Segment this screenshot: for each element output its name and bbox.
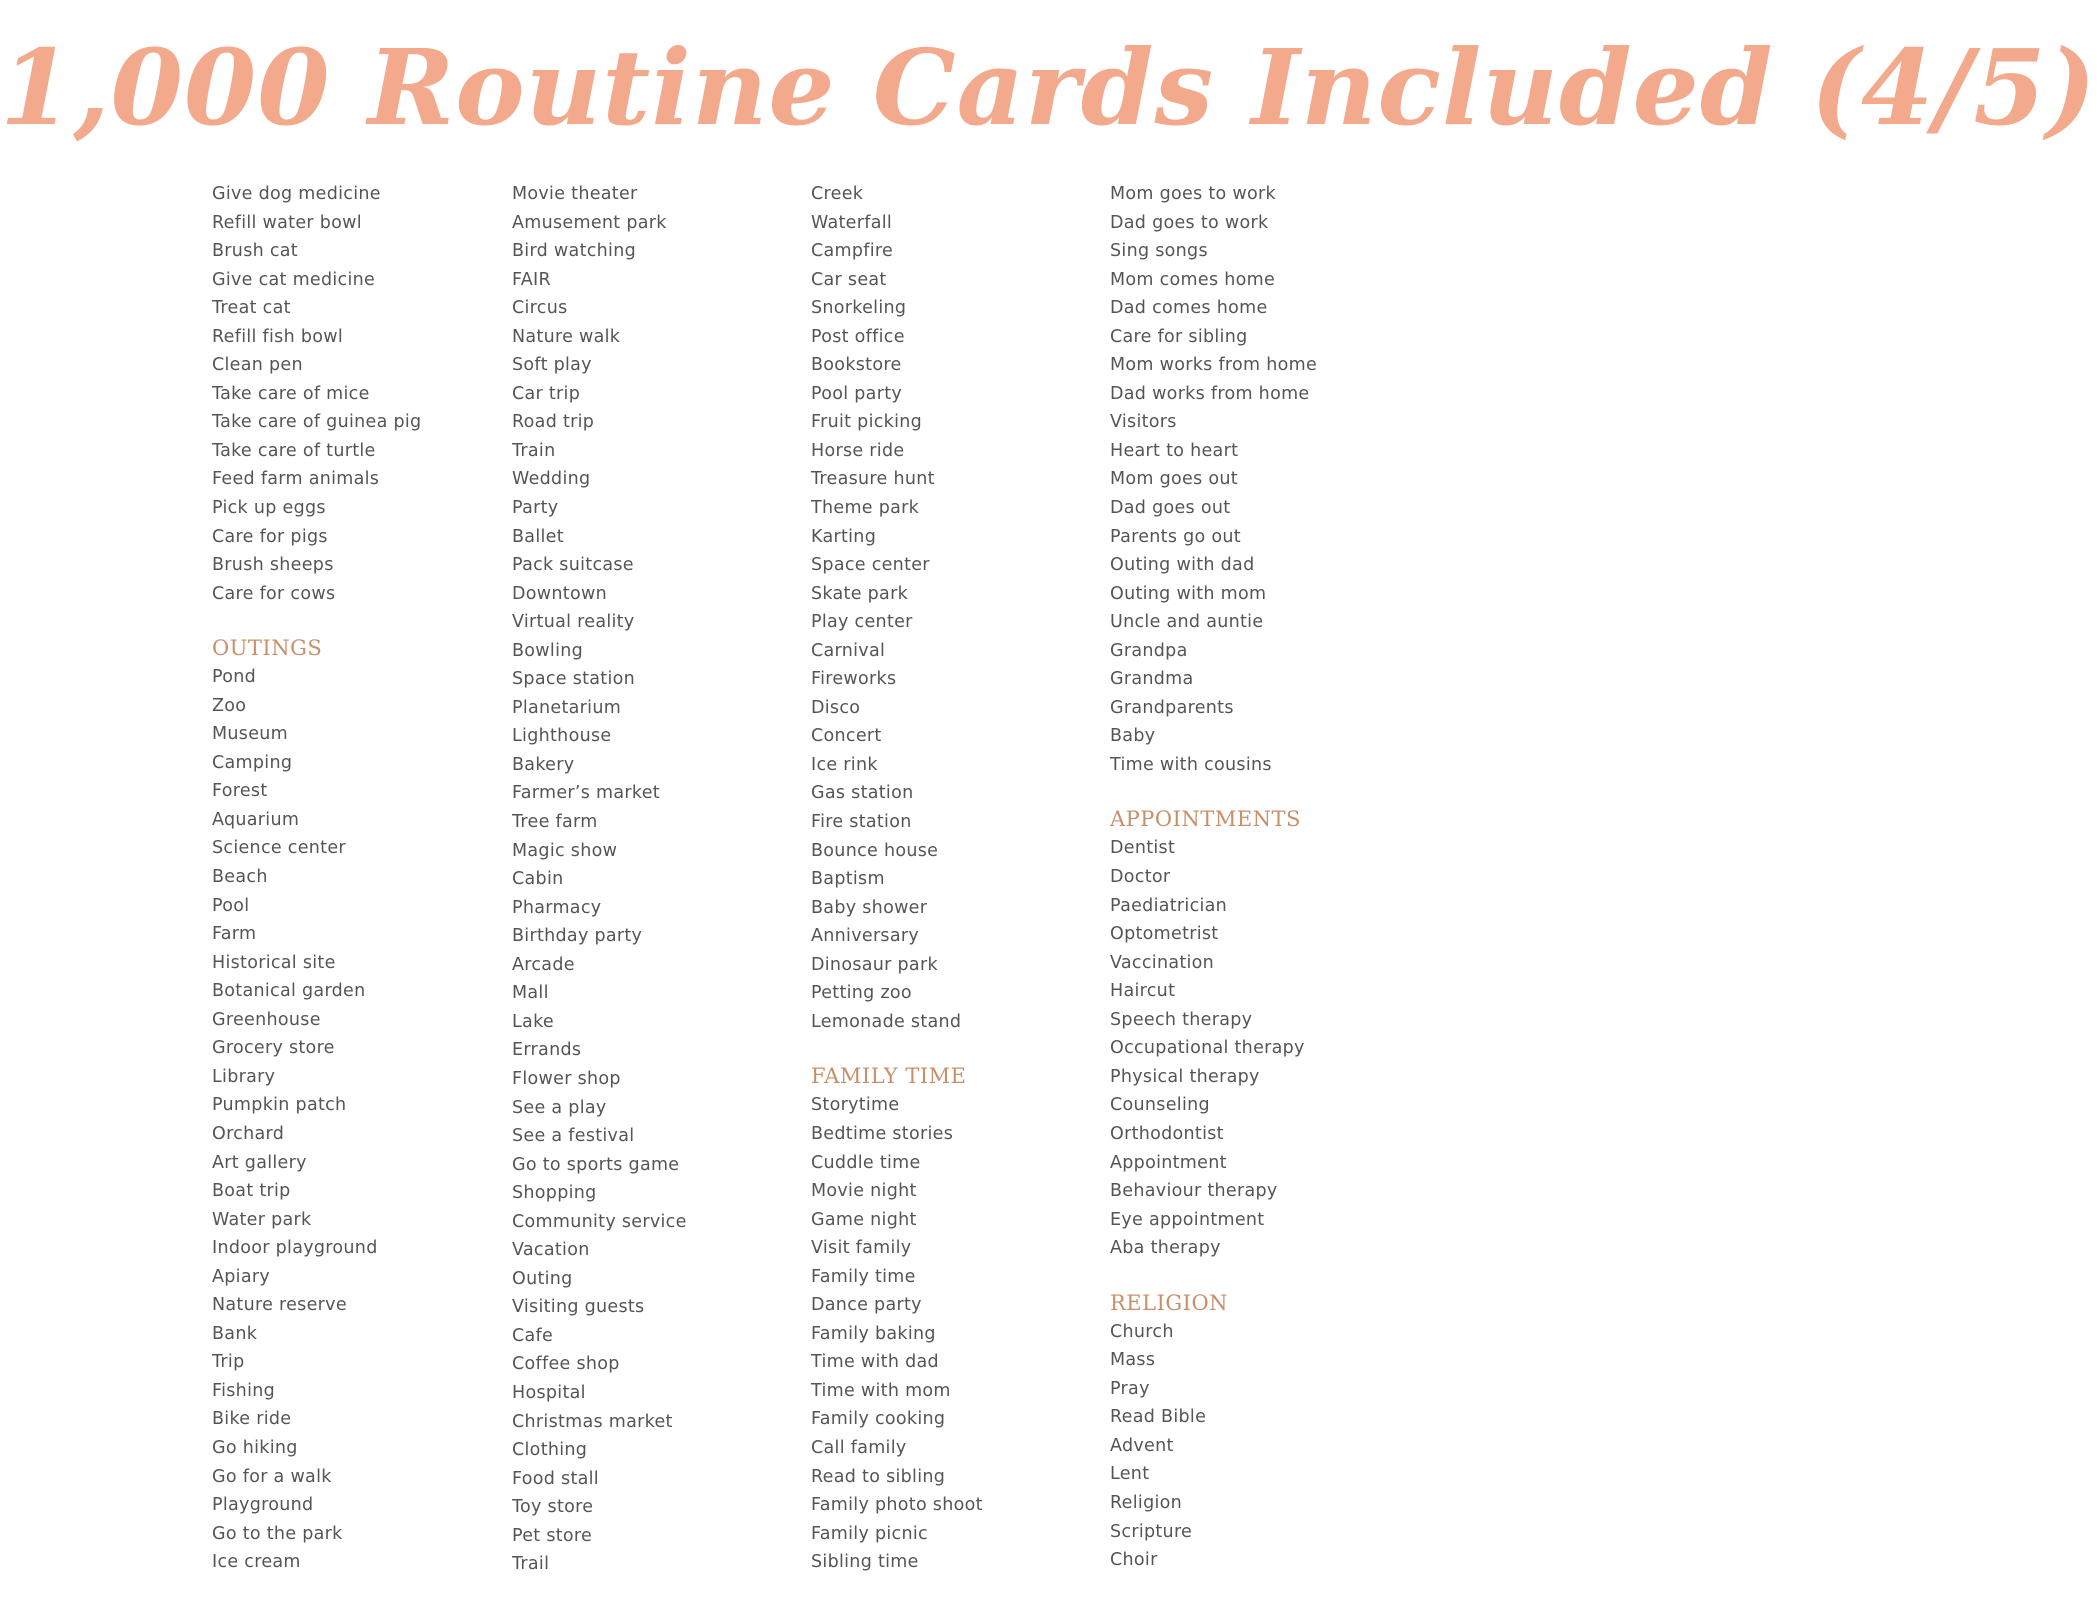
list-item: Nature walk xyxy=(512,326,621,347)
list-item: Gas station xyxy=(811,783,914,804)
list-item: Lent xyxy=(1110,1464,1150,1485)
list-item: Food stall xyxy=(512,1468,599,1489)
list-item: Vaccination xyxy=(1110,952,1215,973)
list-item: Optometrist xyxy=(1110,924,1219,945)
list-item: Grandpa xyxy=(1110,640,1188,661)
list-item: Speech therapy xyxy=(1110,1009,1253,1030)
list-item: Uncle and auntie xyxy=(1110,612,1264,633)
list-item: Road trip xyxy=(512,412,595,433)
list-item: Farmer’s market xyxy=(512,783,660,804)
list-item: Post office xyxy=(811,326,905,347)
section-heading: OUTINGS xyxy=(212,636,323,661)
list-item: Snorkeling xyxy=(811,298,907,319)
list-item: Fire station xyxy=(811,812,912,833)
list-item: Dad goes to work xyxy=(1110,212,1269,233)
list-item: Go for a walk xyxy=(212,1466,332,1487)
card-group xyxy=(1110,180,1400,779)
list-item: Library xyxy=(212,1066,276,1087)
list-item: Occupational therapy xyxy=(1110,1038,1305,1059)
card-list xyxy=(212,663,502,1577)
list-item: Beach xyxy=(212,867,268,888)
card-group xyxy=(811,180,1101,1036)
list-item: Baby xyxy=(1110,726,1156,747)
list-item: Errands xyxy=(512,1040,582,1061)
list-item: Pool party xyxy=(811,383,903,404)
list-item: Trail xyxy=(512,1554,550,1575)
list-item: Fireworks xyxy=(811,669,897,690)
list-item: Mass xyxy=(1110,1350,1156,1371)
list-item: Pool xyxy=(212,895,250,916)
list-item: Pharmacy xyxy=(512,897,602,918)
list-item: Lighthouse xyxy=(512,726,612,747)
list-item: Care for sibling xyxy=(1110,326,1248,347)
list-item: Counseling xyxy=(1110,1095,1210,1116)
list-item: Waterfall xyxy=(811,212,893,233)
list-item: Flower shop xyxy=(512,1068,621,1089)
list-item: Visiting guests xyxy=(512,1297,645,1318)
list-item: Brush cat xyxy=(212,241,298,262)
list-item: Soft play xyxy=(512,355,592,376)
list-item: Clothing xyxy=(512,1440,588,1461)
list-item: Call family xyxy=(811,1437,907,1458)
list-item: Skate park xyxy=(811,583,909,604)
list-item: Movie theater xyxy=(512,184,638,204)
list-item: Outing with mom xyxy=(1110,583,1267,604)
list-item: Hospital xyxy=(512,1382,586,1403)
list-item: Car trip xyxy=(512,383,581,404)
list-item: Family baking xyxy=(811,1323,936,1344)
list-item: Party xyxy=(512,498,559,519)
list-item: Clean pen xyxy=(212,355,303,376)
list-item: Aba therapy xyxy=(1110,1238,1221,1259)
list-item: Orchard xyxy=(212,1123,285,1144)
list-item: Horse ride xyxy=(811,440,905,461)
list-item: Boat trip xyxy=(212,1181,291,1202)
list-item: Behaviour therapy xyxy=(1110,1181,1278,1202)
list-item: Family photo shoot xyxy=(811,1495,983,1516)
card-list xyxy=(811,1091,1101,1576)
list-item: Indoor playground xyxy=(212,1238,378,1259)
card-group xyxy=(1110,805,1400,1262)
list-item: Parents go out xyxy=(1110,526,1241,547)
list-item: Aquarium xyxy=(212,809,300,830)
list-item: Care for pigs xyxy=(212,526,328,547)
list-item: Christmas market xyxy=(512,1411,673,1432)
list-item: Give dog medicine xyxy=(212,184,381,204)
list-item: Take care of mice xyxy=(212,383,370,404)
list-item: Creek xyxy=(811,184,864,204)
list-item: Game night xyxy=(811,1209,917,1230)
card-group xyxy=(512,180,802,1579)
list-item: Pick up eggs xyxy=(212,498,326,519)
list-item: Forest xyxy=(212,781,268,802)
list-item: Mom comes home xyxy=(1110,269,1276,290)
list-item: Bakery xyxy=(512,754,575,775)
list-item: Water park xyxy=(212,1209,312,1230)
list-item: FAIR xyxy=(512,269,551,290)
list-item: Virtual reality xyxy=(512,612,635,633)
list-item: Brush sheeps xyxy=(212,555,334,576)
list-item: Time with mom xyxy=(811,1380,951,1401)
list-item: Bird watching xyxy=(512,241,636,262)
list-item: Heart to heart xyxy=(1110,440,1239,461)
list-item: Disco xyxy=(811,697,861,718)
list-item: Family cooking xyxy=(811,1409,946,1430)
list-item: Scripture xyxy=(1110,1521,1193,1542)
list-item: Paediatrician xyxy=(1110,895,1228,916)
list-item: Doctor xyxy=(1110,867,1171,888)
list-item: Baby shower xyxy=(811,897,928,918)
list-item: Pumpkin patch xyxy=(212,1095,347,1116)
list-item: Storytime xyxy=(811,1095,900,1116)
list-item: Family time xyxy=(811,1266,916,1287)
list-item: Outing xyxy=(512,1268,573,1289)
list-item: Treat cat xyxy=(212,298,291,319)
list-item: Trip xyxy=(212,1352,245,1373)
list-item: Bounce house xyxy=(811,840,939,861)
card-group xyxy=(811,1062,1101,1576)
list-item: Cabin xyxy=(512,869,564,890)
list-item: Apiary xyxy=(212,1266,271,1287)
list-item: Dad works from home xyxy=(1110,383,1310,404)
card-list xyxy=(1110,834,1400,1262)
list-item: Mom works from home xyxy=(1110,355,1318,376)
list-item: Wedding xyxy=(512,469,591,490)
list-item: Orthodontist xyxy=(1110,1123,1224,1144)
list-item: Take care of guinea pig xyxy=(212,412,422,433)
list-item: Concert xyxy=(811,726,882,747)
list-item: Playground xyxy=(212,1495,314,1516)
list-item: Farm xyxy=(212,924,257,945)
card-group xyxy=(212,634,502,1577)
list-item: Vacation xyxy=(512,1240,590,1261)
list-item: Haircut xyxy=(1110,981,1176,1002)
list-item: Time with cousins xyxy=(1110,754,1272,775)
list-item: Visitors xyxy=(1110,412,1177,433)
page-title: 1,000 Routine Cards Included (4/5) xyxy=(0,26,2097,149)
list-item: Circus xyxy=(512,298,568,319)
card-list xyxy=(512,180,802,1579)
list-item: Family picnic xyxy=(811,1523,928,1544)
list-item: Feed farm animals xyxy=(212,469,380,490)
list-item: Outing with dad xyxy=(1110,555,1255,576)
list-item: Pond xyxy=(212,667,257,688)
list-item: Play center xyxy=(811,612,913,633)
list-item: Read to sibling xyxy=(811,1466,946,1487)
list-item: Fruit picking xyxy=(811,412,923,433)
list-item: Art gallery xyxy=(212,1152,307,1173)
list-item: Botanical garden xyxy=(212,981,366,1002)
list-item: Shopping xyxy=(512,1183,597,1204)
list-item: Amusement park xyxy=(512,212,667,233)
section-heading: APPOINTMENTS xyxy=(1110,807,1301,832)
list-item: Karting xyxy=(811,526,877,547)
list-item: Coffee shop xyxy=(512,1354,620,1375)
list-item: Community service xyxy=(512,1211,687,1232)
list-item: Go to the park xyxy=(212,1523,343,1544)
card-group xyxy=(1110,1289,1400,1575)
list-item: Dance party xyxy=(811,1295,922,1316)
list-item: Bike ride xyxy=(212,1409,292,1430)
list-item: Lemonade stand xyxy=(811,1011,962,1032)
list-item: Refill water bowl xyxy=(212,212,362,233)
column-3 xyxy=(811,180,1101,1577)
list-item: Magic show xyxy=(512,840,618,861)
list-item: See a festival xyxy=(512,1126,635,1147)
list-item: Grandparents xyxy=(1110,697,1234,718)
list-item: Campfire xyxy=(811,241,894,262)
list-item: Mom goes out xyxy=(1110,469,1238,490)
list-item: Dad comes home xyxy=(1110,298,1268,319)
list-item: Pack suitcase xyxy=(512,555,634,576)
card-list xyxy=(1110,180,1400,779)
list-item: Fishing xyxy=(212,1380,276,1401)
section-heading: FAMILY TIME xyxy=(811,1064,967,1089)
list-item: Ice cream xyxy=(212,1552,301,1573)
list-item: Baptism xyxy=(811,869,885,890)
list-item: Greenhouse xyxy=(212,1009,321,1030)
section-heading: RELIGION xyxy=(1110,1290,1229,1315)
list-item: Dentist xyxy=(1110,838,1176,859)
list-item: Bookstore xyxy=(811,355,902,376)
list-item: Petting zoo xyxy=(811,983,912,1004)
list-item: Birthday party xyxy=(512,926,643,947)
list-item: Visit family xyxy=(811,1238,912,1259)
list-item: Refill fish bowl xyxy=(212,326,344,347)
list-item: Downtown xyxy=(512,583,607,604)
column-1 xyxy=(212,180,502,1577)
list-item: Time with dad xyxy=(811,1352,939,1373)
card-list xyxy=(811,180,1101,1036)
list-item: Grocery store xyxy=(212,1038,335,1059)
card-list xyxy=(1110,1318,1400,1575)
list-item: Cuddle time xyxy=(811,1152,921,1173)
list-item: Cafe xyxy=(512,1325,554,1346)
list-item: Bowling xyxy=(512,640,584,661)
list-item: Museum xyxy=(212,724,289,745)
list-item: Care for cows xyxy=(212,583,336,604)
list-item: Choir xyxy=(1110,1550,1158,1571)
list-item: Space station xyxy=(512,669,636,690)
list-item: Arcade xyxy=(512,954,575,975)
list-item: Sibling time xyxy=(811,1552,919,1573)
list-item: Car seat xyxy=(811,269,887,290)
list-item: Physical therapy xyxy=(1110,1066,1260,1087)
list-item: Movie night xyxy=(811,1181,917,1202)
list-item: Eye appointment xyxy=(1110,1209,1265,1230)
column-2 xyxy=(512,180,802,1579)
list-item: Mom goes to work xyxy=(1110,184,1276,204)
list-item: Pray xyxy=(1110,1378,1150,1399)
list-item: Bedtime stories xyxy=(811,1123,954,1144)
list-item: Camping xyxy=(212,752,293,773)
list-item: Church xyxy=(1110,1321,1174,1342)
list-item: Mall xyxy=(512,983,549,1004)
list-item: Dinosaur park xyxy=(811,954,938,975)
list-item: Historical site xyxy=(212,952,336,973)
list-item: Bank xyxy=(212,1323,258,1344)
list-item: Carnival xyxy=(811,640,886,661)
list-item: Planetarium xyxy=(512,697,622,718)
list-item: Anniversary xyxy=(811,926,920,947)
list-item: Train xyxy=(512,440,556,461)
list-item: Sing songs xyxy=(1110,241,1208,262)
list-item: Nature reserve xyxy=(212,1295,347,1316)
list-item: Advent xyxy=(1110,1435,1174,1456)
list-item: Toy store xyxy=(512,1497,594,1518)
list-item: Space center xyxy=(811,555,930,576)
list-item: Grandma xyxy=(1110,669,1194,690)
list-item: Treasure hunt xyxy=(811,469,935,490)
list-item: Appointment xyxy=(1110,1152,1227,1173)
list-item: Science center xyxy=(212,838,346,859)
list-item: Read Bible xyxy=(1110,1407,1207,1428)
list-item: See a play xyxy=(512,1097,607,1118)
list-item: Religion xyxy=(1110,1492,1183,1513)
list-item: Go to sports game xyxy=(512,1154,680,1175)
list-item: Go hiking xyxy=(212,1437,298,1458)
list-item: Ice rink xyxy=(811,754,878,775)
column-4 xyxy=(1110,180,1400,1575)
list-item: Lake xyxy=(512,1011,554,1032)
card-group xyxy=(212,180,502,608)
list-item: Zoo xyxy=(212,695,247,716)
list-item: Give cat medicine xyxy=(212,269,376,290)
list-item: Pet store xyxy=(512,1525,593,1546)
list-item: Tree farm xyxy=(512,812,598,833)
list-item: Dad goes out xyxy=(1110,498,1231,519)
card-list xyxy=(212,180,502,608)
list-item: Ballet xyxy=(512,526,564,547)
list-item: Theme park xyxy=(811,498,920,519)
list-item: Take care of turtle xyxy=(212,440,376,461)
